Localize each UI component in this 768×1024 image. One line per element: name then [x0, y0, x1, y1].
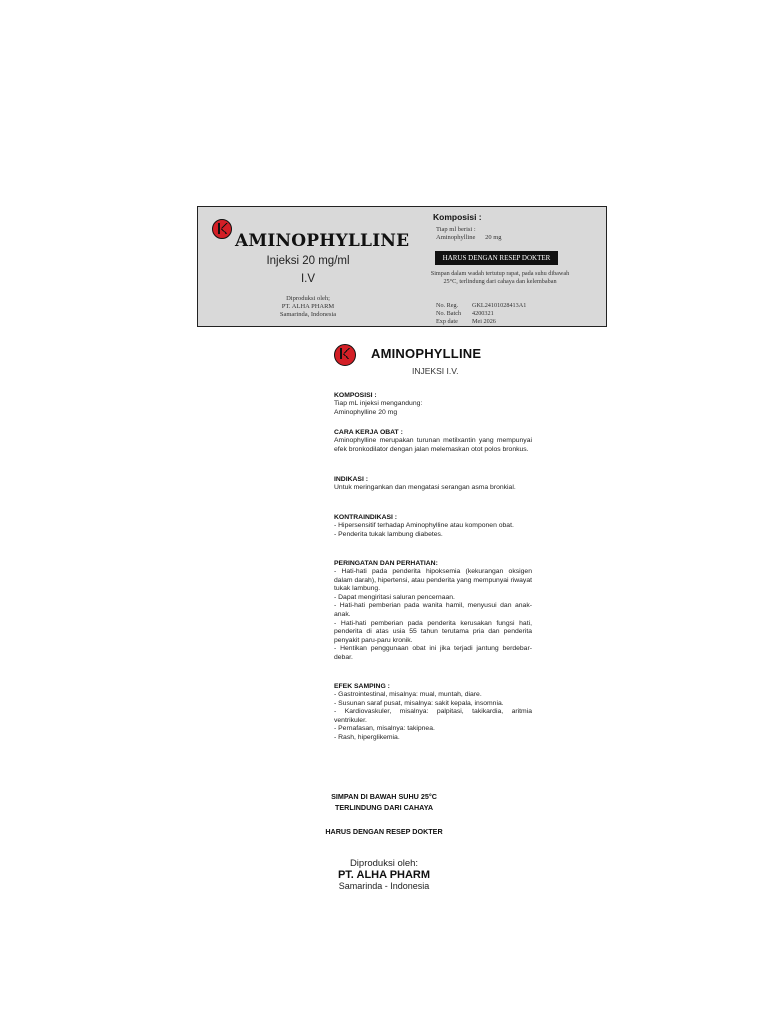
section-text: Tiap mL injeksi mengandung:: [334, 400, 423, 407]
label-producer-line1: Diproduksi oleh;: [286, 295, 330, 302]
section-text: Aminophylline 20 mg: [334, 408, 398, 416]
rx-notice-text: HARUS DENGAN RESEP DOKTER: [325, 827, 443, 836]
label-komposisi-line2: Aminophylline 20 mg: [436, 234, 502, 241]
exp-row: [436, 318, 496, 326]
section-text: Aminophylline merupakan turunan metilxantin yang mempunyai efek bronkodilator dengan jalan melemaskan otot polos bronkus.: [334, 437, 532, 453]
k-logo-icon: [334, 344, 356, 366]
list-item: - Dapat mengiritasi saluran pencernaan.: [334, 593, 455, 601]
exp-value: Mei 2026: [472, 318, 496, 325]
storage-line1: SIMPAN DI BAWAH SUHU 25°C: [331, 792, 437, 801]
producer-block: [300, 858, 468, 891]
section-kontraindikasi: [334, 513, 532, 539]
section-komposisi: [334, 391, 532, 417]
list-item: - Gastrointestinal, misalnya: mual, muntah, diare.: [334, 691, 482, 698]
leaflet-title: AMINOPHYLLINE: [371, 346, 482, 361]
label-route: I.V: [300, 273, 316, 285]
section-heading: PERINGATAN DAN PERHATIAN:: [334, 560, 438, 567]
producer-name: PT. ALHA PHARM: [337, 869, 431, 881]
label-title: AMINOPHYLLINE: [235, 231, 410, 251]
product-label: [197, 206, 607, 327]
batch-row: [436, 310, 494, 318]
section-indikasi: [334, 475, 532, 493]
section-efek-samping: [334, 682, 532, 743]
list-item: - Hati-hati pemberian pada wanita hamil, menyusui dan anak-anak.: [334, 602, 532, 618]
list-item: - Pernafasan, misalnya: takipnea.: [334, 725, 435, 733]
label-storage-text: Simpan dalam wadah tertutup rapat, pada suhu dibawah 25°C, terlindung dari cahaya dan kelembaban: [430, 270, 570, 285]
list-item: - Susunan saraf pusat, misalnya: sakit kepala, insomnia.: [334, 699, 504, 707]
section-peringatan: [334, 559, 532, 663]
storage-notice: [300, 791, 468, 813]
rx-notice: [300, 826, 468, 837]
batch-value: 4200321: [472, 310, 494, 317]
list-item: - Hentikan penggunaan obat ini jika terjadi jantung berdebar-debar.: [334, 645, 532, 661]
label-producer-line2: PT. ALHA PHARM: [281, 303, 335, 310]
reg-value: GKL24101028413A1: [472, 302, 527, 309]
label-subtitle: Injeksi 20 mg/ml: [266, 255, 350, 267]
section-heading: INDIKASI :: [334, 476, 368, 483]
section-heading: KOMPOSISI :: [334, 392, 377, 399]
label-producer-line3: Samarinda, Indonesia: [279, 311, 337, 318]
list-item: - Hati-hati pada penderita hipoksemia (kekurangan oksigen dalam darah), hipertensi, atau penderita yang mempunyai riwayat tukak lambung.: [334, 568, 532, 593]
batch-key: No. Batch: [436, 310, 462, 317]
producer-location: Samarinda - Indonesia: [338, 881, 430, 891]
exp-key: Exp date: [436, 318, 458, 325]
list-item: - Penderita tukak lambung diabetes.: [334, 530, 443, 538]
list-item: - Hati-hati pemberian pada penderita kerusakan fungsi hati, penderita di atas usia 55 tahun terutama pria dan penderita penyakit paru-paru kronik.: [334, 619, 532, 644]
rx-notice-bar: HARUS DENGAN RESEP DOKTER: [435, 251, 558, 265]
section-heading: EFEK SAMPING :: [334, 683, 390, 690]
producer-label: Diproduksi oleh:: [349, 858, 419, 869]
label-komposisi-line1: Tiap ml berisi :: [436, 226, 476, 233]
section-heading: CARA KERJA OBAT :: [334, 429, 403, 436]
list-item: - Kardiovaskuler, misalnya: palpitasi, takikardia, aritmia ventrikuler.: [334, 708, 532, 724]
label-komposisi-heading: Komposisi :: [433, 212, 482, 222]
leaflet-subtitle: INJEKSI I.V.: [412, 366, 459, 376]
section-text: Untuk meringankan dan mengatasi serangan asma bronkial.: [334, 484, 516, 491]
section-heading: KONTRAINDIKASI :: [334, 514, 398, 521]
list-item: - Hipersensitif terhadap Aminophylline atau komponen obat.: [334, 522, 514, 529]
list-item: - Rash, hiperglikemia.: [334, 733, 400, 741]
reg-row: [436, 302, 526, 310]
k-logo-icon: [212, 219, 232, 239]
section-cara-kerja: [334, 428, 532, 454]
reg-key: No. Reg.: [436, 302, 459, 309]
storage-line2: TERLINDUNG DARI CAHAYA: [334, 803, 434, 812]
